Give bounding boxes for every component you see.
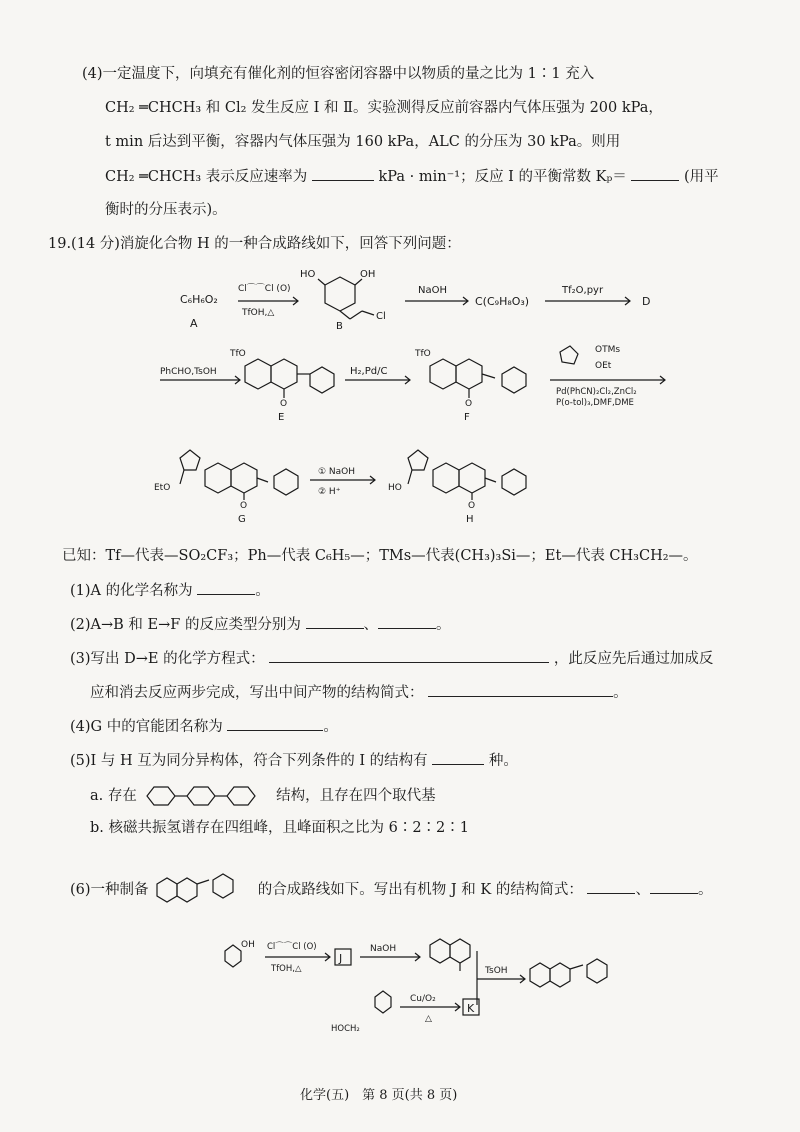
q5a-post: 结构，且存在四个取代基 (276, 788, 436, 804)
H-ho: HO (388, 483, 402, 493)
label-J: J (339, 952, 343, 965)
product-ring2 (587, 959, 607, 983)
answer-blank-rate[interactable] (312, 166, 374, 181)
reagent1-top: Cl⌒⌒Cl (O) (238, 284, 291, 294)
q4: (4)G 中的官能团名称为 。 (70, 716, 338, 737)
svg-text:O: O (468, 501, 476, 511)
answer-blank-K[interactable] (650, 879, 698, 894)
reagent1-bottom: TfOH,△ (242, 308, 275, 318)
q6: (6)一种制备 的合成路线如下。写出有机物 J 和 K 的结构简式： 、 。 (70, 870, 712, 910)
q6-post: 的合成路线如下。写出有机物 J 和 K 的结构简式： (257, 882, 583, 898)
known-info: 已知：Tf—代表—SO₂CF₃；Ph—代表 C₆H₅—；TMs—代表(CH₃)₃Si—；Et—代表 CH₃CH₂—。 (62, 548, 698, 564)
answer-blank-q2a[interactable] (306, 614, 364, 629)
part4-line2: CH₂ ═CHCH₃ 和 Cl₂ 发生反应 Ⅰ 和 Ⅱ。实验测得反应前容器内气体压强为 200 kPa， (105, 100, 663, 116)
reagent-phcho: PhCHO,TsOH (160, 367, 217, 377)
phenol-oh: OH (241, 940, 255, 950)
svg-text:O: O (280, 399, 288, 409)
q5b: b. 核磁共振氢谱存在四组峰，且峰面积之比为 6∶2∶2∶1 (90, 820, 470, 836)
part4-line4-c: (用平 (683, 169, 719, 185)
compound-C: C(C₉H₈O₃) (475, 295, 530, 308)
q5a-pre: a. 存在 (90, 788, 137, 804)
F-tfo: TfO (415, 349, 431, 359)
answer-blank-q3-intermediate[interactable] (428, 682, 613, 697)
benzene-ring-G (205, 463, 231, 493)
scheme-row3 (150, 440, 570, 530)
compound-D: D (642, 295, 651, 308)
compound-B-label: B (336, 321, 343, 332)
benzene-ring-E (245, 359, 271, 389)
E-tfo: TfO (230, 349, 246, 359)
svg-text:O: O (240, 501, 248, 511)
q3-cont: 应和消去反应两步完成，写出中间产物的结构简式： 。 (90, 682, 628, 703)
phenol-ring (225, 945, 241, 967)
q5-unit: 种。 (488, 753, 518, 769)
cyclopentane-H (408, 450, 428, 470)
answer-blank-q1[interactable] (197, 580, 255, 595)
phenyl-ring-F (502, 367, 526, 393)
compound-E-label: E (278, 412, 285, 423)
q6-tsoh: TsOH (485, 966, 508, 976)
q3 (70, 648, 713, 669)
compound-A-label: A (190, 317, 198, 330)
hoch2: HOCH₂ (331, 1024, 360, 1034)
q3-text-a: (3)写出 D→E 的化学方程式： (70, 651, 265, 667)
q6-reagent-bottom: TfOH,△ (271, 964, 302, 974)
reagent-pd1: Pd(PhCN)₂Cl₂,ZnCl₂ (556, 387, 637, 397)
q6-cuo2: Cu/O₂ (410, 994, 436, 1004)
scheme-row2 (150, 340, 670, 430)
answer-blank-q2b[interactable] (378, 614, 436, 629)
chromanone-ring (430, 939, 450, 963)
q2: (2)A→B 和 E→F 的反应类型分别为 、 。 (70, 614, 451, 635)
reagent-pd2: P(o-tol)₃,DMF,DME (556, 398, 634, 408)
q3-text-c: 应和消去反应两步完成，写出中间产物的结构简式： (90, 685, 424, 701)
reagent-tf2o: Tf₂O,pyr (562, 285, 604, 296)
part4-line1: (4)一定温度下，向填充有催化剂的恒容密闭容器中以物质的量之比为 1∶1 充入 (82, 66, 595, 82)
answer-blank-J[interactable] (587, 879, 635, 894)
reagent-naoh: NaOH (418, 285, 447, 296)
reagent-otms: OTMs (595, 345, 621, 355)
reagent-oet: OEt (595, 361, 612, 371)
part4-line4 (105, 166, 719, 187)
step2: ② H⁺ (318, 487, 341, 497)
benzene-ring-B (325, 277, 355, 311)
part4-line3: t min 后达到平衡，容器内气体压强为 160 kPa，ALC 的分压为 30 kPa。则用 (105, 134, 621, 150)
cyclopentane-reagent (560, 346, 578, 364)
svg-text:O: O (465, 399, 473, 409)
answer-blank-q5[interactable] (432, 750, 484, 765)
benzene-ring-F (430, 359, 456, 389)
q6-reagent-top: Cl⌒⌒Cl (O) (267, 942, 317, 952)
phenyl-ring-E (310, 367, 334, 393)
product-ring1 (530, 963, 550, 987)
compound-G-label: G (238, 514, 246, 525)
B-cl: Cl (376, 311, 386, 322)
step1: ① NaOH (318, 467, 356, 477)
cyclopentane-G (180, 450, 200, 470)
phenyl-ring-G (274, 469, 298, 495)
q5a (90, 784, 436, 808)
q1-text: (1)A 的化学名称为 (70, 583, 193, 599)
part4-line4-b: kPa · min⁻¹；反应 Ⅰ 的平衡常数 Kₚ＝ (378, 169, 627, 185)
reagent-h2pd: H₂,Pd/C (350, 366, 388, 377)
terphenyl-structure (141, 784, 271, 808)
q5 (70, 750, 518, 771)
scheme-q6 (215, 925, 635, 1045)
q3-text-b: ，此反应先后通过加成反 (553, 651, 714, 667)
phenyl-ring-H (502, 469, 526, 495)
compound-A-formula: C₆H₆O₂ (180, 293, 218, 306)
q1: (1)A 的化学名称为 。 (70, 580, 270, 601)
B-oh: OH (360, 269, 376, 280)
q5-text: (5)I 与 H 互为同分异构体，符合下列条件的 I 的结构有 (70, 753, 428, 769)
box-J (335, 949, 351, 965)
q6-pre: (6)一种制备 (70, 882, 149, 898)
q4-text: (4)G 中的官能团名称为 (70, 719, 223, 735)
part4-line5: 衡时的分压表示)。 (105, 202, 227, 218)
benzene-ring-H (433, 463, 459, 493)
B-ho: HO (300, 269, 316, 280)
answer-blank-kp[interactable] (631, 166, 679, 181)
compound-H-label: H (466, 514, 474, 525)
part4-line4-a: CH₂ ═CHCH₃ 表示反应速率为 (105, 169, 308, 185)
benzyl-alcohol-ring (375, 991, 391, 1013)
answer-blank-q3-equation[interactable] (269, 648, 549, 663)
q6-naoh: NaOH (370, 944, 397, 954)
label-K: K (467, 1002, 475, 1015)
q2-text: (2)A→B 和 E→F 的反应类型分别为 (70, 617, 301, 633)
target-structure (153, 870, 253, 910)
scheme-row1 (150, 255, 670, 335)
q6-delta: △ (425, 1014, 432, 1024)
answer-blank-q4[interactable] (227, 716, 323, 731)
q19-title: 19.(14 分)消旋化合物 H 的一种合成路线如下，回答下列问题： (48, 236, 461, 252)
page-footer: 化学(五) 第 8 页(共 8 页) (300, 1088, 458, 1103)
G-eto: EtO (154, 483, 171, 493)
compound-F-label: F (464, 412, 470, 423)
